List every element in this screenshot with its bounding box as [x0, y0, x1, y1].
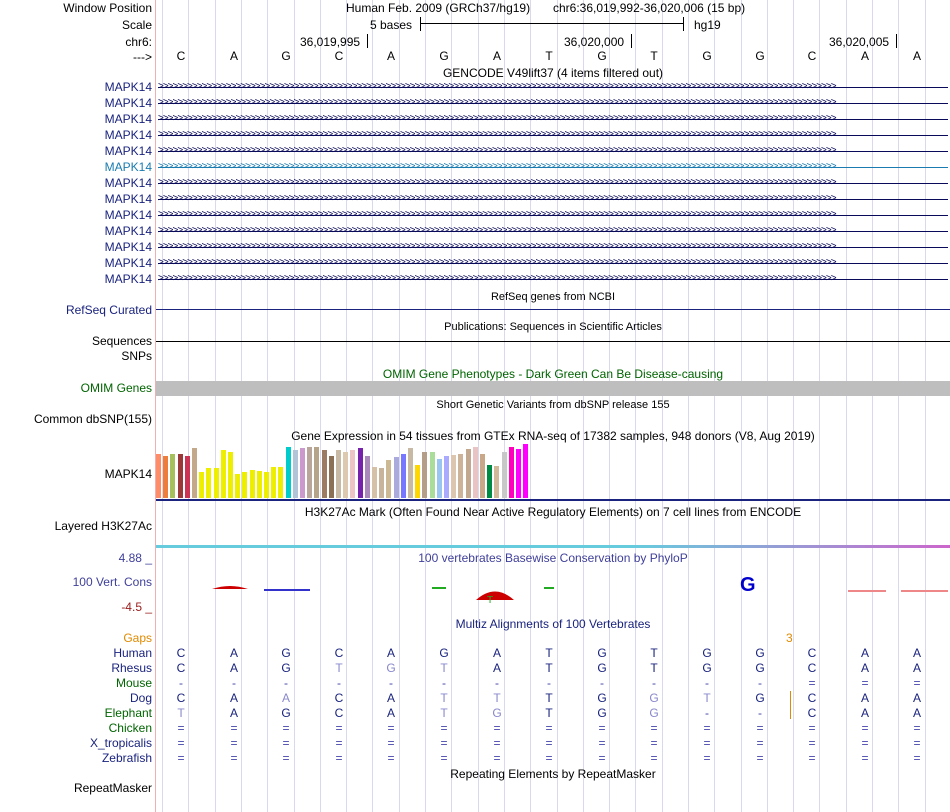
alignment-base: T [545, 646, 553, 660]
gencode-transcript[interactable] [158, 272, 948, 286]
alignment-base: - [495, 676, 499, 690]
gtex-tissue-bar[interactable] [502, 452, 507, 498]
snps-label[interactable]: SNPs [121, 349, 152, 363]
scale-bar [420, 17, 684, 31]
gtex-tissue-bar[interactable] [286, 447, 291, 498]
strand-chevrons: >>>>>>>>>>>>>>>>>>>>>>>>>>>>>>>>>>>>>>>>>>>>>>>>>>>>>>>>>>>>>>>>>>>>>>>>>>>>>>>>>>>>>>>>>>>>>>>>>>>>>>>>>>>>>>>>>>>>>>>>>>>>>>>>>>>>>>>>>>>> [158, 129, 836, 140]
alignment-base: = [230, 751, 238, 765]
alignment-base: = [808, 736, 816, 750]
alignment-base: G [755, 691, 765, 705]
alignment-base: = [861, 721, 869, 735]
gtex-tissue-bar[interactable] [480, 454, 485, 498]
species-label-elephant[interactable]: Elephant [104, 706, 152, 720]
gtex-tissue-bar[interactable] [221, 450, 226, 498]
alignment-base: G [597, 661, 607, 675]
alignment-base: = [756, 721, 764, 735]
gtex-tissue-bar[interactable] [509, 447, 514, 498]
gtex-tissue-bar[interactable] [422, 452, 427, 498]
gencode-transcript[interactable] [158, 176, 948, 190]
reference-base: C [176, 49, 186, 63]
alignment-base: - [705, 706, 709, 720]
alignment-base: T [440, 661, 448, 675]
coord-tick-mark-3 [896, 34, 897, 48]
phylop-conservation-plot[interactable] [156, 565, 950, 615]
reference-base: C [334, 49, 344, 63]
gencode-gene-label[interactable]: MAPK14 [104, 192, 152, 206]
pubs-track-title: Publications: Sequences in Scientific Articles [444, 321, 662, 333]
reference-base: A [386, 49, 395, 63]
strand-chevrons: >>>>>>>>>>>>>>>>>>>>>>>>>>>>>>>>>>>>>>>>>>>>>>>>>>>>>>>>>>>>>>>>>>>>>>>>>>>>>>>>>>>>>>>>>>>>>>>>>>>>>>>>>>>>>>>>>>>>>>>>>>>>>>>>>>>>>>>>>>>> [158, 97, 836, 108]
alignment-base: A [229, 706, 238, 720]
alignment-base: = [650, 736, 658, 750]
alignment-base: = [756, 736, 764, 750]
gencode-transcript[interactable] [158, 112, 948, 126]
alignment-base: = [913, 676, 921, 690]
alignment-base: A [912, 661, 921, 675]
gencode-transcript[interactable] [158, 208, 948, 222]
gtex-tissue-bar[interactable] [365, 456, 370, 498]
alignment-base: = [598, 751, 606, 765]
reference-base: G [439, 49, 449, 63]
track-labels-column [0, 0, 156, 812]
alignment-base: - [179, 676, 183, 690]
species-label-chicken[interactable]: Chicken [108, 721, 152, 735]
gtex-tissue-bar[interactable] [257, 471, 262, 498]
omim-track-title: OMIM Gene Phenotypes - Dark Green Can Be Disease-causing [382, 367, 724, 381]
strand-chevrons: >>>>>>>>>>>>>>>>>>>>>>>>>>>>>>>>>>>>>>>>>>>>>>>>>>>>>>>>>>>>>>>>>>>>>>>>>>>>>>>>>>>>>>>>>>>>>>>>>>>>>>>>>>>>>>>>>>>>>>>>>>>>>>>>>>>>>>>>>>>> [158, 113, 836, 124]
alignment-base: C [176, 661, 186, 675]
reference-base: A [912, 49, 921, 63]
gtex-tissue-bar[interactable] [458, 454, 463, 498]
gencode-track-title: GENCODE V49lift37 (4 items filtered out) [442, 66, 664, 80]
gencode-transcript[interactable] [158, 192, 948, 206]
multiz-track-title: Multiz Alignments of 100 Vertebrates [455, 617, 651, 631]
alignment-base: G [597, 691, 607, 705]
gencode-gene-label[interactable]: MAPK14 [104, 96, 152, 110]
alignment-base: = [545, 736, 553, 750]
sequences-label[interactable]: Sequences [91, 334, 152, 348]
dbsnp-track-title: Short Genetic Variants from dbSNP release 155 [436, 399, 670, 411]
alignment-base: = [230, 721, 238, 735]
alignment-base: = [282, 751, 290, 765]
alignment-base: A [860, 706, 869, 720]
phylop-min-label: -4.5 _ [121, 600, 152, 614]
alignment-base: = [440, 751, 448, 765]
gtex-tissue-bar[interactable] [235, 474, 240, 498]
alignment-base: T [335, 661, 343, 675]
coord-tick-mark-2 [631, 34, 632, 48]
alignment-base: A [912, 691, 921, 705]
strand-chevrons: >>>>>>>>>>>>>>>>>>>>>>>>>>>>>>>>>>>>>>>>>>>>>>>>>>>>>>>>>>>>>>>>>>>>>>>>>>>>>>>>>>>>>>>>>>>>>>>>>>>>>>>>>>>>>>>>>>>>>>>>>>>>>>>>>>>>>>>>>>>> [158, 257, 836, 268]
gtex-tissue-bar[interactable] [307, 447, 312, 498]
gap-count: 3 [786, 631, 793, 645]
gtex-tissue-bar[interactable] [271, 467, 276, 498]
coord-tick-2: 36,020,000 [564, 35, 625, 49]
alignment-base: G [492, 706, 502, 720]
strand-chevrons: >>>>>>>>>>>>>>>>>>>>>>>>>>>>>>>>>>>>>>>>>>>>>>>>>>>>>>>>>>>>>>>>>>>>>>>>>>>>>>>>>>>>>>>>>>>>>>>>>>>>>>>>>>>>>>>>>>>>>>>>>>>>>>>>>>>>>>>>>>>> [158, 209, 836, 220]
gtex-tissue-bar[interactable] [228, 452, 233, 498]
gencode-gene-label[interactable]: MAPK14 [104, 160, 152, 174]
gtex-tissue-bar[interactable] [401, 454, 406, 498]
track-image-area[interactable] [156, 0, 950, 812]
gtex-tissue-bar[interactable] [336, 450, 341, 498]
gencode-transcript[interactable] [158, 240, 948, 254]
alignment-base: = [177, 751, 185, 765]
gtex-tissue-bar[interactable] [343, 452, 348, 498]
alignment-base: - [337, 676, 341, 690]
strand-chevrons: >>>>>>>>>>>>>>>>>>>>>>>>>>>>>>>>>>>>>>>>>>>>>>>>>>>>>>>>>>>>>>>>>>>>>>>>>>>>>>>>>>>>>>>>>>>>>>>>>>>>>>>>>>>>>>>>>>>>>>>>>>>>>>>>>>>>>>>>>>>> [158, 81, 836, 92]
alignment-base: A [386, 706, 395, 720]
alignment-base: = [650, 751, 658, 765]
gtex-tissue-bar[interactable] [494, 466, 499, 498]
gencode-transcript[interactable] [158, 80, 948, 94]
gtex-tissue-bar[interactable] [314, 447, 319, 498]
alignment-base: = [808, 721, 816, 735]
gtex-tissue-bar[interactable] [293, 450, 298, 498]
alignment-base: T [177, 706, 185, 720]
gtex-expression-bars[interactable] [156, 442, 950, 498]
alignment-base: G [439, 646, 449, 660]
alignment-base: A [860, 691, 869, 705]
alignment-base: = [335, 736, 343, 750]
omim-phenotype-bar[interactable] [156, 381, 950, 396]
gtex-tissue-bar[interactable] [300, 448, 305, 498]
gencode-gene-label[interactable]: MAPK14 [104, 144, 152, 158]
alignment-base: C [176, 691, 186, 705]
gtex-tissue-bar[interactable] [408, 448, 413, 498]
gencode-gene-label[interactable]: MAPK14 [104, 224, 152, 238]
gtex-tissue-bar[interactable] [214, 468, 219, 498]
reference-base: G [702, 49, 712, 63]
alignment-base: = [913, 751, 921, 765]
gtex-tissue-bar[interactable] [185, 456, 190, 498]
alignment-base: = [387, 721, 395, 735]
alignment-base: G [649, 691, 659, 705]
strand-chevrons: >>>>>>>>>>>>>>>>>>>>>>>>>>>>>>>>>>>>>>>>>>>>>>>>>>>>>>>>>>>>>>>>>>>>>>>>>>>>>>>>>>>>>>>>>>>>>>>>>>>>>>>>>>>>>>>>>>>>>>>>>>>>>>>>>>>>>>>>>>>> [158, 225, 836, 236]
gencode-gene-label[interactable]: MAPK14 [104, 80, 152, 94]
gtex-gene-label[interactable]: MAPK14 [104, 467, 152, 481]
strand-chevrons: >>>>>>>>>>>>>>>>>>>>>>>>>>>>>>>>>>>>>>>>>>>>>>>>>>>>>>>>>>>>>>>>>>>>>>>>>>>>>>>>>>>>>>>>>>>>>>>>>>>>>>>>>>>>>>>>>>>>>>>>>>>>>>>>>>>>>>>>>>>> [158, 145, 836, 156]
gtex-tissue-bar[interactable] [394, 457, 399, 498]
reference-base: T [650, 49, 658, 63]
gtex-tissue-bar[interactable] [278, 467, 283, 498]
reference-base: G [597, 49, 607, 63]
alignment-base: A [492, 646, 501, 660]
alignment-base: = [703, 751, 711, 765]
alignment-base: = [703, 736, 711, 750]
gtex-tissue-bar[interactable] [178, 454, 183, 498]
reference-base: G [755, 49, 765, 63]
alignment-base: T [545, 691, 553, 705]
alignment-base: - [284, 676, 288, 690]
gtex-tissue-bar[interactable] [386, 460, 391, 498]
coord-tick-3: 36,020,005 [829, 35, 890, 49]
gtex-tissue-bar[interactable] [372, 467, 377, 498]
alignment-base: A [229, 661, 238, 675]
alignment-base: = [493, 721, 501, 735]
strand-chevrons: >>>>>>>>>>>>>>>>>>>>>>>>>>>>>>>>>>>>>>>>>>>>>>>>>>>>>>>>>>>>>>>>>>>>>>>>>>>>>>>>>>>>>>>>>>>>>>>>>>>>>>>>>>>>>>>>>>>>>>>>>>>>>>>>>>>>>>>>>>>> [158, 241, 836, 252]
species-label-zebrafish[interactable]: Zebrafish [101, 751, 152, 765]
alignment-base: = [177, 721, 185, 735]
alignment-base: = [545, 721, 553, 735]
alignment-base: A [492, 661, 501, 675]
gtex-tissue-bar[interactable] [444, 456, 449, 498]
alignment-base: A [386, 691, 395, 705]
alignment-base: G [386, 661, 396, 675]
alignment-base: T [493, 691, 501, 705]
gtex-tissue-bar[interactable] [415, 465, 420, 498]
alignment-base: - [758, 676, 762, 690]
gencode-transcript[interactable] [158, 224, 948, 238]
gtex-tissue-bar[interactable] [466, 449, 471, 498]
gtex-tissue-bar[interactable] [170, 454, 175, 498]
alignment-base: - [389, 676, 393, 690]
alignment-base: C [334, 691, 344, 705]
alignment-base: = [545, 751, 553, 765]
omim-genes-label[interactable]: OMIM Genes [80, 381, 152, 395]
alignment-base: - [652, 676, 656, 690]
h3k27ac-track-title: H3K27Ac Mark (Often Found Near Active Regulatory Elements) on 7 cell lines from ENCODE [304, 505, 802, 519]
h3k27ac-label[interactable]: Layered H3K27Ac [54, 519, 152, 533]
alignment-base: T [545, 661, 553, 675]
gtex-tissue-bar[interactable] [329, 456, 334, 498]
gencode-transcript[interactable] [158, 144, 948, 158]
dbsnp-label[interactable]: Common dbSNP(155) [33, 412, 152, 426]
alignment-base: G [281, 706, 291, 720]
alignment-base: C [334, 646, 344, 660]
gtex-tissue-bar[interactable] [379, 468, 384, 498]
window-position-label: Window Position [63, 1, 152, 15]
gtex-tissue-bar[interactable] [437, 459, 442, 498]
gtex-tissue-bar[interactable] [322, 450, 327, 498]
gtex-tissue-bar[interactable] [451, 455, 456, 498]
alignment-base: - [758, 706, 762, 720]
alignment-base: = [335, 751, 343, 765]
alignment-base: C [807, 691, 817, 705]
alignment-base: = [861, 736, 869, 750]
alignment-base: - [600, 676, 604, 690]
coord-tick-1: 36,019,995 [300, 35, 361, 49]
alignment-base: = [493, 736, 501, 750]
alignment-base: = [335, 721, 343, 735]
gtex-tissue-bar[interactable] [358, 448, 363, 498]
repeatmasker-track-title: Repeating Elements by RepeatMasker [450, 767, 656, 781]
alignment-base: G [597, 646, 607, 660]
coord-tick-mark-1 [367, 34, 368, 48]
alignment-base: T [650, 646, 658, 660]
alignment-base: = [440, 736, 448, 750]
alignment-base: T [440, 691, 448, 705]
species-label-dog[interactable]: Dog [129, 691, 152, 705]
alignment-base: A [281, 691, 290, 705]
alignment-base: C [176, 646, 186, 660]
gtex-tissue-bar[interactable] [473, 447, 478, 498]
alignment-base: = [861, 676, 869, 690]
alignment-base: = [493, 751, 501, 765]
gaps-label: Gaps [123, 631, 152, 645]
gtex-tissue-bar[interactable] [430, 452, 435, 498]
reference-base: T [545, 49, 553, 63]
species-label-xtropicalis[interactable]: X_tropicalis [89, 736, 152, 750]
alignment-base: G [649, 706, 659, 720]
gencode-gene-label[interactable]: MAPK14 [104, 176, 152, 190]
gtex-tissue-bar[interactable] [242, 472, 247, 498]
alignment-base: = [913, 736, 921, 750]
alignment-base: = [756, 751, 764, 765]
alignment-base: T [545, 706, 553, 720]
sequences-line[interactable] [156, 341, 950, 342]
alignment-base: T [650, 661, 658, 675]
alignment-base: A [229, 691, 238, 705]
h3k27ac-signal[interactable] [156, 545, 950, 548]
alignment-base: = [598, 721, 606, 735]
phylop-track-title: 100 vertebrates Basewise Conservation by PhyloP [418, 551, 688, 565]
alignment-base: A [386, 646, 395, 660]
gtex-track-title: Gene Expression in 54 tissues from GTEx RNA-seq of 17382 samples, 948 donors (V8, Aug 2019) [291, 429, 815, 443]
alignment-base: - [705, 676, 709, 690]
gtex-tissue-bar[interactable] [156, 454, 161, 498]
chromosome-label: chr6: [125, 35, 152, 49]
alignment-base: = [808, 676, 816, 690]
refseq-track-title: RefSeq genes from NCBI [490, 291, 616, 303]
alignment-base: G [702, 661, 712, 675]
gtex-tissue-bar[interactable] [199, 472, 204, 498]
species-label-mouse[interactable]: Mouse [115, 676, 152, 690]
gtex-tissue-bar[interactable] [350, 450, 355, 498]
alignment-base: A [912, 706, 921, 720]
refseq-gene-line[interactable] [156, 309, 950, 310]
phylop-max-label: 4.88 _ [118, 551, 152, 565]
alignment-base: - [442, 676, 446, 690]
gencode-transcript[interactable] [158, 128, 948, 142]
alignment-base: = [282, 736, 290, 750]
strand-chevrons: >>>>>>>>>>>>>>>>>>>>>>>>>>>>>>>>>>>>>>>>>>>>>>>>>>>>>>>>>>>>>>>>>>>>>>>>>>>>>>>>>>>>>>>>>>>>>>>>>>>>>>>>>>>>>>>>>>>>>>>>>>>>>>>>>>>>>>>>>>>> [158, 193, 836, 204]
reference-base: C [807, 49, 817, 63]
alignment-base: G [755, 661, 765, 675]
alignment-base: T [703, 691, 711, 705]
strand-arrow-label: ---> [133, 50, 152, 64]
reference-base: A [229, 49, 238, 63]
alignment-base: A [912, 646, 921, 660]
gap-marker [790, 691, 791, 719]
gtex-tissue-bar[interactable] [206, 468, 211, 498]
alignment-base: = [703, 721, 711, 735]
svg-text:G: G [740, 574, 756, 596]
gtex-tissue-bar[interactable] [264, 472, 269, 498]
gtex-tissue-bar[interactable] [250, 470, 255, 498]
strand-chevrons: >>>>>>>>>>>>>>>>>>>>>>>>>>>>>>>>>>>>>>>>>>>>>>>>>>>>>>>>>>>>>>>>>>>>>>>>>>>>>>>>>>>>>>>>>>>>>>>>>>>>>>>>>>>>>>>>>>>>>>>>>>>>>>>>>>>>>>>>>>>> [158, 161, 836, 172]
alignment-base: = [387, 736, 395, 750]
gtex-tissue-bar[interactable] [487, 465, 492, 498]
alignment-base: = [808, 751, 816, 765]
gencode-gene-label[interactable]: MAPK14 [104, 112, 152, 126]
gencode-transcript[interactable] [158, 160, 948, 174]
species-label-rhesus[interactable]: Rhesus [111, 661, 152, 675]
alignment-base: = [598, 736, 606, 750]
alignment-base: T [440, 706, 448, 720]
strand-chevrons: >>>>>>>>>>>>>>>>>>>>>>>>>>>>>>>>>>>>>>>>>>>>>>>>>>>>>>>>>>>>>>>>>>>>>>>>>>>>>>>>>>>>>>>>>>>>>>>>>>>>>>>>>>>>>>>>>>>>>>>>>>>>>>>>>>>>>>>>>>>> [158, 273, 836, 284]
repeatmasker-label[interactable]: RepeatMasker [73, 781, 152, 795]
alignment-base: = [387, 751, 395, 765]
assembly-title: Human Feb. 2009 (GRCh37/hg19) [346, 1, 531, 15]
alignment-base: = [913, 721, 921, 735]
alignment-base: = [282, 721, 290, 735]
alignment-base: G [755, 646, 765, 660]
scale-bases-text: 5 bases [370, 18, 413, 32]
gencode-gene-label[interactable]: MAPK14 [104, 208, 152, 222]
alignment-base: G [702, 646, 712, 660]
alignment-base: A [860, 646, 869, 660]
species-label-human[interactable]: Human [113, 646, 152, 660]
alignment-base: = [650, 721, 658, 735]
gtex-tissue-bar[interactable] [192, 448, 197, 498]
alignment-base: C [807, 661, 817, 675]
gtex-tissue-bar[interactable] [163, 456, 168, 498]
phylop-track-label[interactable]: 100 Vert. Cons [72, 575, 152, 589]
alignment-base: C [807, 706, 817, 720]
gtex-tissue-bar[interactable] [516, 449, 521, 498]
alignment-base: C [807, 646, 817, 660]
alignment-base: G [281, 646, 291, 660]
svg-text:T: T [487, 595, 494, 606]
gencode-gene-label[interactable]: MAPK14 [104, 240, 152, 254]
position-readout: chr6:36,019,992-36,020,006 (15 bp) [553, 1, 746, 15]
scale-label: Scale [121, 18, 152, 32]
reference-base: G [281, 49, 291, 63]
alignment-base: = [177, 736, 185, 750]
gencode-gene-label[interactable]: MAPK14 [104, 128, 152, 142]
strand-chevrons: >>>>>>>>>>>>>>>>>>>>>>>>>>>>>>>>>>>>>>>>>>>>>>>>>>>>>>>>>>>>>>>>>>>>>>>>>>>>>>>>>>>>>>>>>>>>>>>>>>>>>>>>>>>>>>>>>>>>>>>>>>>>>>>>>>>>>>>>>>>> [158, 177, 836, 188]
gtex-baseline [156, 499, 950, 501]
alignment-base: = [440, 721, 448, 735]
alignment-base: A [860, 661, 869, 675]
gencode-transcript[interactable] [158, 256, 948, 270]
alignment-base: A [229, 646, 238, 660]
scale-db-text: hg19 [694, 18, 721, 32]
refseq-curated-label[interactable]: RefSeq Curated [65, 303, 152, 317]
alignment-base: G [597, 706, 607, 720]
alignment-base: G [281, 661, 291, 675]
alignment-base: - [232, 676, 236, 690]
reference-base: A [860, 49, 869, 63]
alignment-base: C [334, 706, 344, 720]
alignment-base: = [861, 751, 869, 765]
alignment-base: = [230, 736, 238, 750]
gencode-gene-label[interactable]: MAPK14 [104, 256, 152, 270]
gtex-tissue-bar[interactable] [523, 444, 528, 498]
reference-base: A [492, 49, 501, 63]
gencode-gene-label[interactable]: MAPK14 [104, 272, 152, 286]
alignment-base: - [547, 676, 551, 690]
gencode-transcript[interactable] [158, 96, 948, 110]
